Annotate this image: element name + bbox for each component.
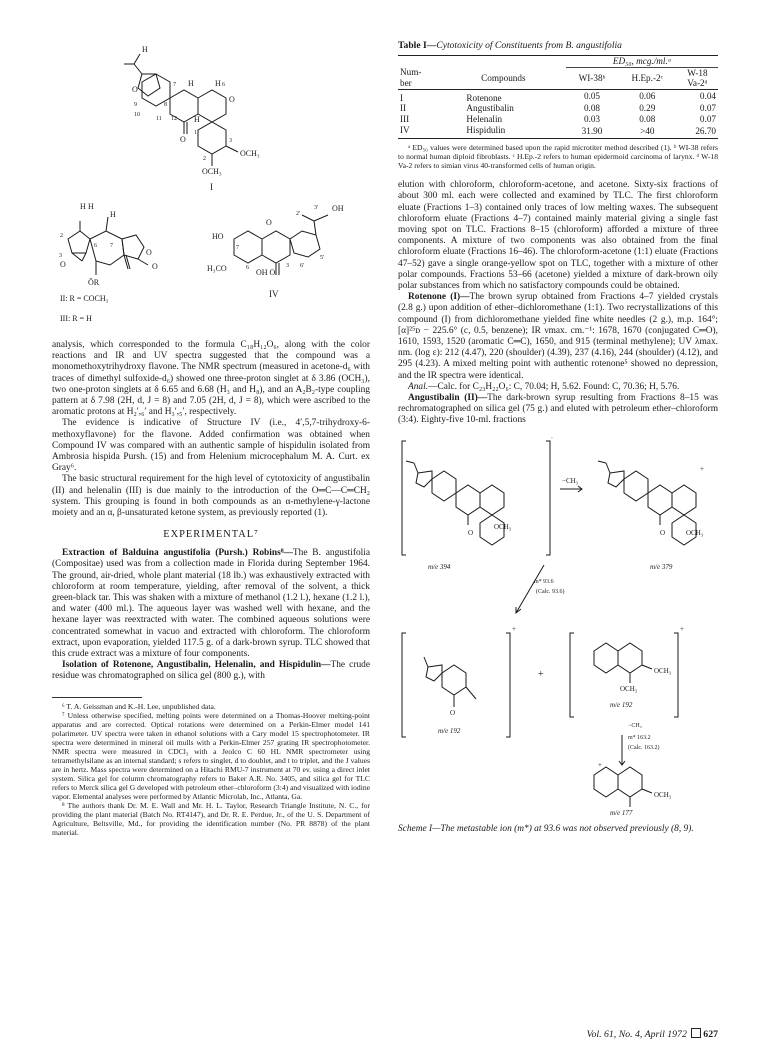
svg-text:H: H (194, 115, 200, 124)
svg-text:9: 9 (134, 102, 137, 108)
svg-text:OH O: OH O (256, 268, 276, 277)
table-footnote: ᵃ ED₅₀ values were determined based upon the rapid microtiter method described (1). ᵇ WI-38 refers to normal human diploid fibroblasts. ᶜ H.Ep.-2 refers to human epidermoid carcinoma of larynx. ᵈ W-18 Va-2 refers to simian virus 40-transformed cells of human origin. (398, 143, 718, 171)
svg-text:m* 93.6: m* 93.6 (534, 578, 554, 585)
mz-177: m/e 177 (610, 808, 633, 817)
cytotoxicity-table (398, 56, 718, 139)
svg-text:O: O (229, 95, 235, 104)
svg-text:O: O (660, 528, 666, 537)
svg-text:+: + (700, 464, 704, 473)
svg-text:H: H (88, 202, 94, 211)
mz-379: m/e 379 (650, 562, 673, 571)
svg-text:6: 6 (246, 265, 249, 271)
body-paragraph: Isolation of Rotenone, Angustibalin, Helenalin, and Hispidulin—The crude residue was chromatographed on silica gel (800 g.), with (52, 660, 370, 682)
footnote: ⁶ T. A. Geissman and K.-H. Lee, unpublished data. (62, 701, 216, 711)
svg-text:ŌR: ŌR (88, 278, 100, 287)
table-header-hep2: H.Ep.-2ᶜ (631, 72, 663, 83)
svg-text:3′: 3′ (314, 205, 319, 211)
svg-text:3: 3 (286, 263, 289, 269)
body-paragraph: Anal.—Calc. for C₂₃H₂₂O₆: C, 70.04; H, 5.62. Found: C, 70.36; H, 5.76. (408, 381, 680, 392)
svg-text:OCH₃: OCH₃ (202, 167, 222, 176)
svg-text:H: H (188, 79, 194, 88)
structure-II-label: II: R = COCH₃ (60, 294, 109, 303)
svg-text:O: O (146, 248, 152, 257)
svg-text:2′: 2′ (296, 211, 301, 217)
svg-text:H: H (80, 202, 86, 211)
svg-text:2: 2 (203, 156, 206, 162)
mass-spec-scheme (398, 437, 718, 817)
svg-text:OCH₃: OCH₃ (240, 149, 260, 158)
footnotes (52, 702, 370, 837)
table-header-w18: W-18 Va-2ᵈ (687, 67, 708, 89)
svg-text:O: O (468, 528, 474, 537)
svg-text:+: + (512, 624, 516, 633)
body-paragraph: elution with chloroform, chloroform-acetone, and acetone. Sixty-six fractions of about 300 ml. each were collected and examined by TLC. The first chloroform eluate (Fractions 1–3) contained only traces of low melting waxes. The subsequent chloroform eluate (Fractions 4–7) contained mainly material giving a single fast moving spot on TLC. Fractions 8–15 (chloroform) afforded a mixture of three components. A mixture of two components was also obtained from the final chloroform eluate (Fractions 16–46). The chloroform-acetone (1:1) eluate (Fractions 47–52) gave a single orange-yellow spot on TLC, together with a mixture of other polar compounds. Fractions 53–66 (acetone) yielded a mixture of dark-brown oily polar substances from which no satisfactory compounds could be obtained. (398, 180, 718, 291)
svg-text:O: O (266, 218, 272, 227)
svg-text:HO: HO (212, 232, 224, 241)
svg-text:3: 3 (229, 138, 232, 144)
table-row: III Helenalin 0.03 0.08 0.07 (400, 113, 716, 124)
structure-III-label: III: R = H (60, 314, 92, 323)
svg-text:H: H (110, 210, 116, 219)
svg-text:10: 10 (134, 112, 140, 118)
table-header-number: Num- ber (400, 67, 422, 88)
svg-text:OCH₃: OCH₃ (654, 790, 672, 799)
mz-394: m/e 394 (428, 562, 451, 571)
svg-text:7: 7 (173, 82, 176, 88)
svg-text:H₃CO: H₃CO (207, 264, 227, 273)
svg-text:(Calc. 163.2): (Calc. 163.2) (628, 744, 660, 751)
svg-text:5′: 5′ (320, 255, 325, 261)
table-row: IV Hispidulin 31.90 >40 26.70 (398, 125, 718, 139)
svg-text:3: 3 (59, 253, 62, 259)
svg-text:OCH₃: OCH₃ (686, 528, 704, 537)
svg-text:H: H (215, 79, 221, 88)
svg-text:O: O (60, 260, 66, 269)
square-icon (691, 1028, 701, 1038)
footnote-divider (52, 697, 142, 698)
svg-text:O: O (132, 85, 138, 94)
table-header-wi38: WI-38ᵇ (578, 72, 606, 83)
table-title: Table I—Cytotoxicity of Constituents from B. angustifolia (398, 40, 622, 51)
footnote: ⁷ Unless otherwise specified, melting points were determined on a Thomas-Hoover melting-point apparatus and are corrected. Optical rotations were determined on a Perkin-Elmer model 141 polarimeter. UV spectra were taken in ethanol solutions with a Cary model 15 spectrophotometer. IR spectra were determined in mineral oil mulls with a Perkin-Elmer 257 grating IR spectrophotometer. NMR spectra were measured in CDCl₃ with a Jeolco C 60 HL NMR spectrometer using tetramethylsilane as an internal standard; s refers to singlet, d to doublet, and t to triplet, and the J values are in hertz. Mass spectra were determined on a Hitachi RMU-7 instrument at 70 ev. using a direct inlet system. Silica gel for column chromatography refers to Baker A.R. No. 3405, and silica gel for TLC refers to Merck silica gel G developed with petroleum ether–chloroform (3:4) and visualized with iodine vapor. Elemental analyses were performed by Atlantic Microlab, Inc., Atlanta, Ga. (52, 710, 370, 801)
body-paragraph: Extraction of Balduina angustifolia (Pursh.) Robins⁸—The B. angustifolia (Compositae) used was from a collection made in Florida during September 1964. The ground, air-dried, whole plant material (18 lb.) was exhaustively extracted with chloroform at room temperature, yielding, after removal of the solvent, a thick green-black tar. This was shaken with a mixture of methanol (1.2 l.), hexane (1.2 l.), and water (400 ml.). The aqueous layer was washed well with hexane, and the hexane layer was reextracted with water. The combined aqueous solutions were concentrated somewhat in vacuo and extracted with chloroform. The chloroform extract, upon evaporation, yielded 117.5 g. of a dark-brown syrup. TLC showed that this crude extract was a mixture of four components. (52, 548, 371, 660)
body-paragraph: analysis, which corresponded to the formula C₁₈H₁₂O₆, along with the color reactions and IR and UV spectra suggested that the compound was a monomethoxytrihydroxy flavone. The NMR spectrum (measured in acetone-d₆ with traces of dimethyl sulfoxide-d₆) showed one three-proton singlet at δ 3.86 (OCH₃), two one-proton singlets at δ 6.65 and 6.68 (H₃ and H₈), and an A₂B₂-type coupling pattern at δ 7.98 (2H, d, J = 8) and 7.05 (2H, d, J = 8), which were ascribed to the aromatic protons at H₂′,₆′ and H₃′,₅′, respectively. (52, 340, 370, 418)
svg-text:1: 1 (194, 130, 197, 136)
svg-text:+: + (538, 668, 544, 680)
page-number: 627 (703, 1029, 718, 1040)
body-paragraph: Angustibalin (II)—The dark-brown syrup resulting from Fractions 8–15 was rechromatographed on silica gel (75 g.) and eluted with petroleum ether–chloroform (3:4). Eighty-five 10-ml. fractions (398, 393, 718, 426)
svg-text:−CH₃: −CH₃ (562, 476, 579, 485)
svg-text:12: 12 (171, 116, 177, 122)
svg-text:O: O (152, 262, 158, 271)
svg-text:11: 11 (156, 116, 162, 122)
svg-text:m* 163.2: m* 163.2 (628, 734, 651, 741)
svg-text:H: H (142, 45, 148, 54)
left-column (52, 40, 370, 837)
svg-text:+: + (550, 436, 554, 441)
body-paragraph: Rotenone (I)—The brown syrup obtained from Fractions 4–7 yielded crystals (2.8 g.) upon addition of ether–dichloromethane (1:1). Two recrystallizations of this compound (I) from dichloromethane yielded fine white needles (2 g.), m.p. 164°; [α]²⁵ᴅ − 225.6° (c, 0.5, benzene); IR νmax. cm.⁻¹: 1678, 1670 (conjugated C═O), 1610, 1593, 1520 (aromatic C═C), 1650, and 915 (terminal methylene); UV λmax. nm. (log ε): 212 (4.47), 220 (shoulder) (4.39), 237 (4.16), 244 (shoulder) (4.12), and 295 (4.23). A mixed melting point with authentic rotenone⁵ showed no depression, and the IR spectra were identical. (398, 292, 718, 381)
mz-192-left: m/e 192 (438, 726, 461, 735)
svg-text:6: 6 (94, 243, 97, 249)
svg-text:OCH₃: OCH₃ (654, 666, 672, 675)
table-row: I Rotenone 0.05 0.06 0.04 (400, 91, 716, 103)
svg-text:OCH₃: OCH₃ (494, 522, 512, 531)
right-column (398, 40, 718, 835)
body-paragraph: The basic structural requirement for the high level of cytotoxicity of angustibalin (II) and helenalin (III) is due mainly to the introduction of the O═C—C═CH₂ system. This grouping is found in both compounds as an α-methylene-γ-lactone moiety and an α, β-unsaturated ketone system, as previously reported (1). (52, 474, 370, 519)
svg-text:O: O (180, 135, 186, 144)
page-footer: Vol. 61, No. 4, April 1972 627 (586, 1029, 718, 1040)
footnote: ⁸ The authors thank Dr. M. E. Wall and Mr. H. L. Taylor, Research Triangle Institute, N. C., for providing the plant material (Batch No. RT4147), and Dr. R. E. Perdue, Jr., of the U. S. Department of Agriculture, Beltsville, Md., for providing the identification number (No. PR 8878) of the plant material. (52, 800, 370, 837)
svg-text:7: 7 (110, 243, 113, 249)
table-header-compounds: Compounds (481, 72, 526, 83)
section-heading: EXPERIMENTAL⁷ (163, 529, 259, 541)
svg-text:+: + (680, 624, 684, 633)
mz-192-right: m/e 192 (610, 700, 633, 709)
svg-text:6′: 6′ (300, 263, 305, 269)
svg-text:2: 2 (60, 233, 63, 239)
svg-text:−CH₃: −CH₃ (628, 722, 642, 729)
svg-text:+: + (598, 760, 602, 769)
svg-text:8: 8 (164, 102, 167, 108)
structure-I-label: I (210, 182, 213, 190)
svg-text:7: 7 (236, 245, 239, 251)
body-paragraph: The evidence is indicative of Structure IV (i.e., 4′,5,7-trihydroxy-6-methoxyflavone) for the flavone. Added confirmation was obtained when Compound IV was compared with an authentic sample of hispidulin isolated from Ambrosia hispida Pursh. (15) and from Helenium microcephalum M. A. Curt. ex Gray⁶. (52, 418, 370, 474)
structures-II-III-IV-diagram (52, 195, 370, 335)
structure-I-diagram (52, 40, 370, 190)
svg-text:OCH₃: OCH₃ (620, 684, 638, 693)
table-row: II Angustibalin 0.08 0.29 0.07 (400, 103, 716, 114)
table-group-header: ED₅₀, mcg./ml.ᵃ (566, 56, 718, 67)
svg-text:6: 6 (222, 82, 225, 88)
structure-IV-label: IV (269, 289, 279, 299)
svg-text:OH: OH (332, 204, 344, 213)
svg-text:O: O (450, 708, 456, 717)
svg-text:(Calc. 93.6): (Calc. 93.6) (536, 588, 565, 595)
scheme-caption: Scheme I—The metastable ion (m*) at 93.6 was not observed previously (8, 9). (398, 823, 694, 834)
